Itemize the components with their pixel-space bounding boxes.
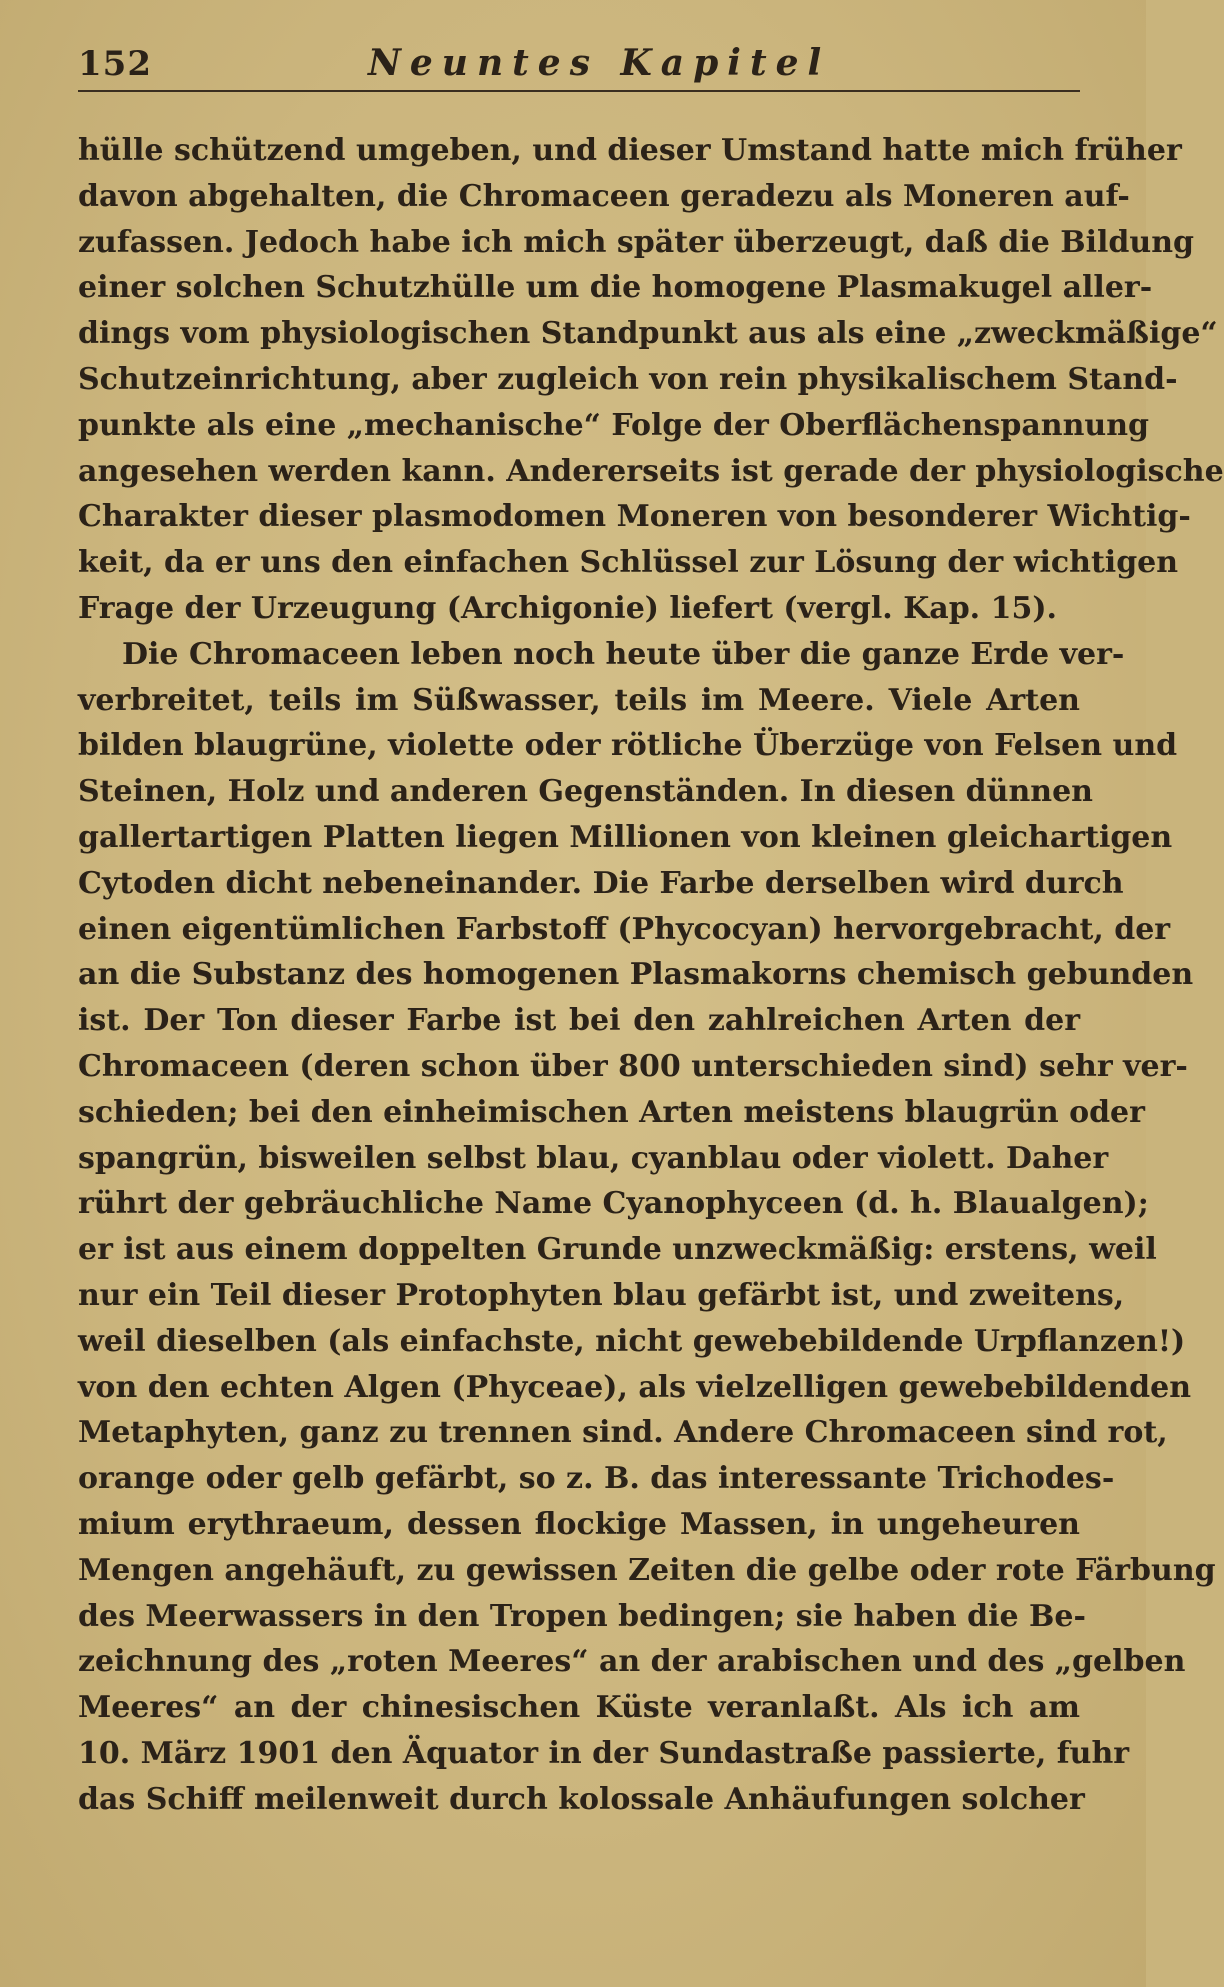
text-line: spangrün, bisweilen selbst blau, cyanblau oder violett. Daher	[78, 1140, 1109, 1176]
text-line: Chromaceen (deren schon über 800 unterschieden sind) sehr ver-	[78, 1048, 1188, 1084]
text-line: weil dieselben (als einfachste, nicht gewebebildende Urpflanzen!)	[78, 1323, 1186, 1359]
text-line: bilden blaugrüne, violette oder rötliche Überzüge von Felsen und	[78, 728, 1178, 764]
text-line: hülle schützend umgeben, und dieser Umstand hatte mich früher	[78, 133, 1182, 168]
text-line: verbreitet, teils im Süßwasser, teils im Meere. Viele Arten	[78, 682, 1080, 718]
text-line: des Meerwassers in den Tropen bedingen; sie haben die Be-	[78, 1598, 1086, 1634]
text-line: orange oder gelb gefärbt, so z. B. das interessante Trichodes-	[78, 1461, 1115, 1497]
text-line: Die Chromaceen leben noch heute über die ganze Erde ver-	[122, 636, 1125, 672]
text-line: gallertartigen Platten liegen Millionen von kleinen gleichartigen	[78, 819, 1173, 855]
text-line: zufassen. Jedoch habe ich mich später überzeugt, daß die Bildung	[78, 224, 1195, 260]
text-line: mium erythraeum, dessen flockige Massen, in ungeheuren	[78, 1506, 1080, 1542]
text-line: Charakter dieser plasmodomen Moneren von besonderer Wichtig-	[78, 499, 1191, 535]
text-line: Steinen, Holz und anderen Gegenständen. In diesen dünnen	[78, 774, 1093, 810]
text-line: ist. Der Ton dieser Farbe ist bei den zahlreichen Arten der	[78, 1003, 1080, 1039]
text-line: angesehen werden kann. Andererseits ist gerade der physiologische	[78, 453, 1224, 489]
text-line: Frage der Urzeugung (Archigonie) liefert (vergl. Kap. 15).	[78, 590, 1057, 626]
text-line: punkte als eine „mechanische“ Folge der Oberflächenspannung	[78, 407, 1149, 443]
text-line: Mengen angehäuft, zu gewissen Zeiten die gelbe oder rote Färbung	[78, 1552, 1216, 1588]
text-line: Metaphyten, ganz zu trennen sind. Andere Chromaceen sind rot,	[78, 1415, 1168, 1451]
text-line: einen eigentümlichen Farbstoff (Phycocyan) hervorgebracht, der	[78, 911, 1171, 947]
text-line: von den echten Algen (Phyceae), als vielzelligen gewebebildenden	[78, 1369, 1192, 1405]
text-line: Meeres“ an der chinesischen Küste veranlaßt. Als ich am	[78, 1690, 1080, 1726]
text-line: zeichnung des „roten Meeres“ an der arabischen und des „gelben	[78, 1644, 1186, 1680]
text-line: schieden; bei den einheimischen Arten meistens blaugrün oder	[78, 1094, 1145, 1130]
text-line: 10. März 1901 den Äquator in der Sundastraße passierte, fuhr	[78, 1735, 1130, 1771]
text-line: an die Substanz des homogenen Plasmakorns chemisch gebunden	[78, 957, 1194, 993]
text-line: einer solchen Schutzhülle um die homogene Plasmakugel aller-	[78, 270, 1153, 306]
text-line: davon abgehalten, die Chromaceen geradezu als Moneren auf-	[78, 178, 1130, 214]
text-line: rührt der gebräuchliche Name Cyanophyceen (d. h. Blaualgen);	[78, 1186, 1149, 1222]
text-line: er ist aus einem doppelten Grunde unzweckmäßig: erstens, weil	[78, 1232, 1157, 1268]
page-number: 152	[78, 44, 152, 84]
text-line: keit, da er uns den einfachen Schlüssel zur Lösung der wichtigen	[78, 545, 1179, 581]
text-line: das Schiff meilenweit durch kolossale Anhäufungen solcher	[78, 1781, 1085, 1817]
text-line: Cytoden dicht nebeneinander. Die Farbe derselben wird durch	[78, 865, 1124, 901]
page-header	[78, 40, 1080, 92]
text-line: Schutzeinrichtung, aber zugleich von rein physikalischem Stand-	[78, 361, 1178, 397]
text-line: dings vom physiologischen Standpunkt aus als eine „zweckmäßige“	[78, 316, 1218, 352]
running-title: Neuntes Kapitel	[368, 42, 831, 84]
body-text	[78, 128, 1224, 1822]
text-line: nur ein Teil dieser Protophyten blau gefärbt ist, und zweitens,	[78, 1277, 1125, 1313]
